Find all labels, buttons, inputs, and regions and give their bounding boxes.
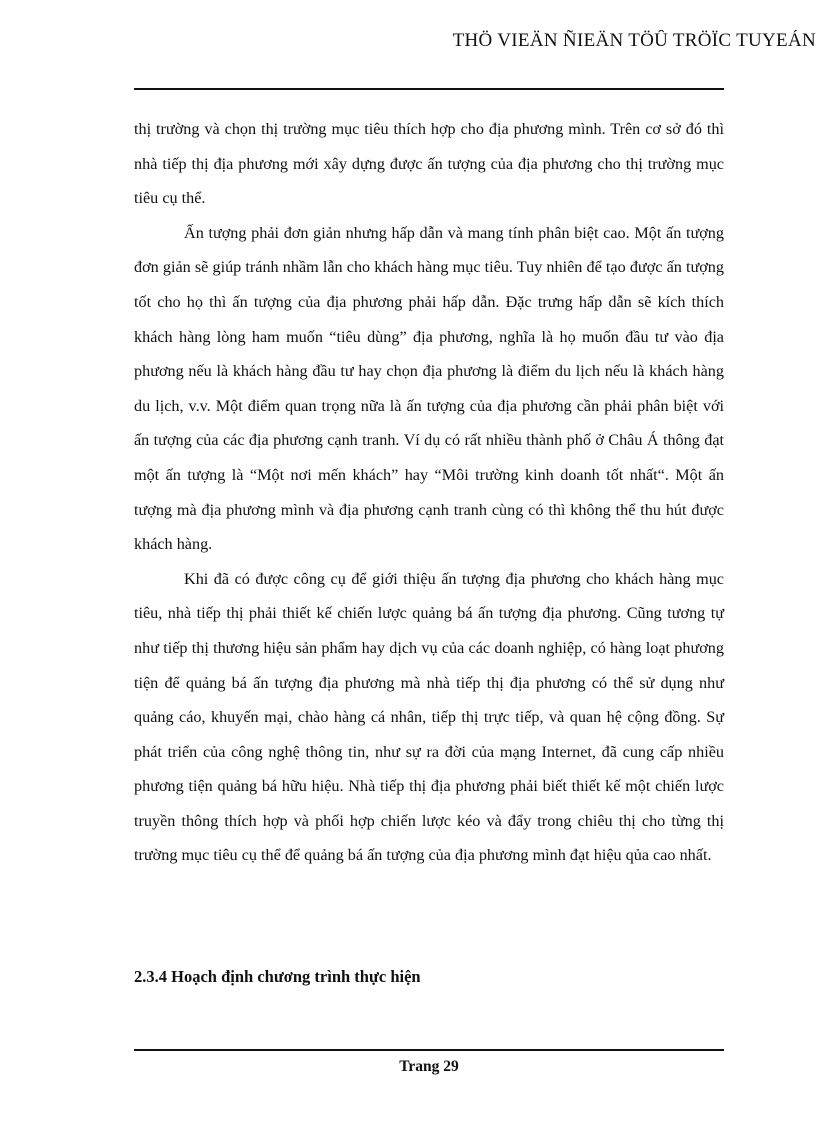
paragraph-impression: Ấn tượng phải đơn giản nhưng hấp dẫn và mang tính phân biệt cao. Một ấn tượng đơn giản sẽ giúp tránh nhầm lẫn cho khách hàng mục tiêu. Tuy nhiên để tạo được ấn tượng tốt cho họ thì ấn tượng của địa phương phải hấp dẫn. Đặc trưng hấp dẫn sẽ kích thích khách hàng lòng ham muốn “tiêu dùng” địa phương, nghĩa là họ muốn đầu tư vào địa phương nếu là khách hàng đầu tư hay chọn địa phương là điểm du lịch nếu là khách hàng du lịch, v.v. Một điểm quan trọng nữa là ấn tượng của địa phương cần phải phân biệt với ấn tượng của các địa phương cạnh tranh. Ví dụ có rất nhiều thành phố ở Châu Á thông đạt một ấn tượng là “Một nơi mến khách” hay “Môi trường kinh doanh tốt nhất“. Một ấn tượng mà địa phương mình và địa phương cạnh tranh cùng có thì không thể thu hút được khách hàng. [134, 223, 724, 554]
page-number: Trang 29 [399, 1058, 459, 1075]
header-divider [134, 88, 724, 90]
paragraph-promotion: Khi đã có được công cụ để giới thiệu ấn tượng địa phương cho khách hàng mục tiêu, nhà tiếp thị phải thiết kế chiến lược quảng bá ấn tượng địa phương. Cũng tương tự như tiếp thị thương hiệu sản phẩm hay dịch vụ của các doanh nghiệp, có hàng loạt phương tiện để quảng bá ấn tượng địa phương mà nhà tiếp thị địa phương có thể sử dụng như quảng cáo, khuyến mại, chào hàng cá nhân, tiếp thị trực tiếp, và quan hệ cộng đồng. Sự phát triển của công nghệ thông tin, như sự ra đời của mạng Internet, đã cung cấp nhiều phương tiện quảng bá hữu hiệu. Nhà tiếp thị địa phương phải biết thiết kế một chiến lược truyền thông thích hợp và phối hợp chiến lược kéo và đẩy trong chiêu thị cho từng thị trường mục tiêu cụ thể để quảng bá ấn tượng của địa phương mình đạt hiệu qủa cao nhất. [134, 569, 724, 865]
page-header: THÖ VIEÄN ÑIEÄN TÖÛ TRÖÏC TUYEÁN [452, 30, 816, 51]
section-heading: 2.3.4 Hoạch định chương trình thực hiện [134, 967, 421, 986]
footer-divider [134, 1049, 724, 1051]
document-body [134, 112, 724, 873]
paragraph-continuation: thị trường và chọn thị trường mục tiêu thích hợp cho địa phương mình. Trên cơ sở đó thì nhà tiếp thị địa phương mới xây dựng được ấn tượng của địa phương cho thị trường mục tiêu cụ thể. [134, 120, 724, 208]
